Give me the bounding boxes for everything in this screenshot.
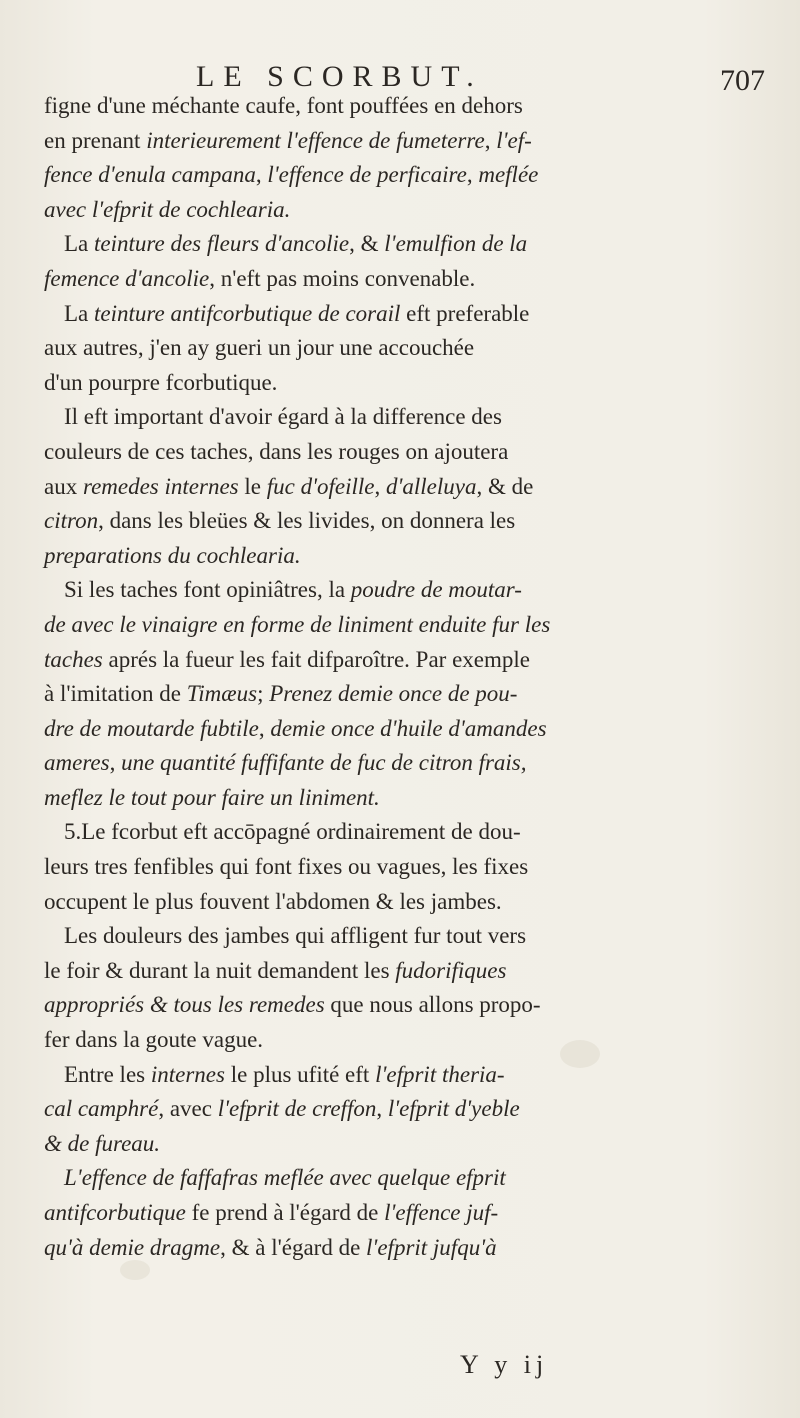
- italic-text: remedes internes: [82, 473, 239, 499]
- italic-text: L'effence de faffafras meflée avec quelque efprit: [64, 1165, 506, 1191]
- roman-text: ,: [258, 715, 271, 741]
- text-line: [44, 470, 770, 505]
- roman-text: aprés la fueur les fait difparoître. Par exemple: [102, 646, 530, 672]
- roman-text: en prenant: [44, 127, 147, 153]
- italic-text: ameres: [44, 750, 110, 776]
- italic-text: l'emulfion de la: [384, 231, 528, 257]
- text-line: [44, 1161, 770, 1196]
- text-line: [44, 297, 770, 332]
- roman-text: La: [64, 300, 95, 326]
- roman-text: d'un pourpre fcorbutique.: [44, 369, 278, 395]
- italic-text: femence d'ancolie: [44, 265, 210, 291]
- running-title: LE SCORBUT.: [196, 60, 483, 93]
- text-line: [44, 1023, 770, 1058]
- italic-text: l'efprit d'yeble: [387, 1096, 520, 1122]
- text-line: [44, 919, 770, 954]
- text-line: [44, 262, 770, 297]
- text-line: [44, 539, 770, 574]
- text-line: [44, 1058, 770, 1093]
- text-line: [44, 712, 770, 747]
- italic-text: cal camphré: [44, 1096, 159, 1122]
- roman-text: leurs tres fenfibles qui font fixes ou vagues, les fixes: [44, 854, 529, 880]
- roman-text: le foir & durant la nuit demandent les: [44, 957, 396, 983]
- italic-text: preparations du cochlearia.: [44, 542, 301, 568]
- roman-text: aux: [44, 473, 83, 499]
- italic-text: teinture antifcorbutique de corail: [94, 300, 401, 326]
- italic-text: interieurement l'effence de fumeterre: [146, 127, 485, 153]
- italic-text: taches: [44, 646, 103, 672]
- roman-text: ,: [376, 1096, 388, 1122]
- italic-text: dre de moutarde fubtile: [44, 715, 259, 741]
- roman-text: à l'imitation de: [44, 681, 187, 707]
- roman-text: ,: [484, 127, 497, 153]
- text-line: [44, 608, 770, 643]
- roman-text: ,: [109, 750, 122, 776]
- roman-text: ,: [466, 162, 479, 188]
- roman-text: , n'eft pas moins convenable.: [209, 265, 476, 291]
- text-line: [44, 850, 770, 885]
- roman-text: , & de: [476, 473, 534, 499]
- roman-text: , & à l'égard de: [220, 1234, 367, 1260]
- text-line: [44, 124, 770, 159]
- italic-text: l'effence juf-: [384, 1200, 499, 1225]
- italic-text: l'effence de perficaire: [267, 162, 467, 188]
- text-line: [44, 677, 770, 712]
- text-line: [44, 89, 770, 124]
- roman-text: fer dans la goute vague.: [44, 1027, 264, 1053]
- italic-text: fence d'enula campana: [44, 162, 256, 188]
- italic-text: meflez le tout pour faire un liniment.: [44, 784, 380, 810]
- italic-text: Timæus: [186, 681, 258, 707]
- roman-text: Si les taches font opiniâtres, la: [64, 577, 351, 603]
- roman-text: le: [238, 473, 267, 499]
- roman-text: eft preferable: [400, 300, 530, 326]
- italic-text: une quantité fuffifante de fuc de citron frais,: [121, 750, 527, 776]
- text-line: [44, 1092, 770, 1127]
- italic-text: l'efprit jufqu'à: [366, 1234, 497, 1260]
- roman-text: Les douleurs des jambes qui affligent fur tout vers: [64, 923, 527, 949]
- roman-text: , dans les bleües & les livides, on donnera les: [98, 508, 516, 534]
- italic-text: fuc d'ofeille: [266, 473, 375, 499]
- italic-text: internes: [150, 1061, 225, 1087]
- text-line: [44, 988, 770, 1023]
- text-line: [44, 781, 770, 816]
- italic-text: de avec le vinaigre en forme de liniment enduite fur les: [44, 611, 551, 637]
- text-line: [44, 504, 770, 539]
- roman-text: ,: [374, 473, 386, 499]
- roman-text: figne d'une méchante caufe, font pouffées en dehors: [44, 93, 523, 118]
- text-line: [44, 193, 770, 228]
- roman-text: Il eft important d'avoir égard à la difference des: [64, 404, 502, 430]
- roman-text: , avec: [158, 1096, 218, 1122]
- text-line: [44, 158, 770, 193]
- italic-text: d'alleluya: [385, 473, 477, 499]
- text-line: [44, 643, 770, 678]
- text-line: [44, 366, 770, 401]
- roman-text: fe prend à l'égard de: [185, 1200, 385, 1225]
- italic-text: l'efprit theria-: [375, 1061, 505, 1087]
- italic-text: appropriés & tous les remedes: [44, 992, 325, 1018]
- italic-text: citron: [44, 508, 99, 534]
- page-number: 707: [720, 64, 765, 97]
- text-line: [44, 1231, 770, 1266]
- roman-text: , &: [349, 231, 385, 257]
- italic-text: l'ef-: [496, 127, 532, 153]
- text-line: [44, 1127, 770, 1162]
- roman-text: aux autres, j'en ay gueri un jour une accouchée: [44, 335, 475, 361]
- body-text: [44, 89, 770, 1265]
- italic-text: avec l'efprit de cochlearia.: [44, 196, 291, 222]
- signature-mark: Y y ij: [460, 1350, 549, 1379]
- italic-text: demie once d'huile d'amandes: [270, 715, 547, 741]
- roman-text: La: [64, 231, 95, 257]
- italic-text: fudorifiques: [395, 957, 507, 983]
- roman-text: occupent le plus fouvent l'abdomen & les jambes.: [44, 888, 502, 914]
- text-line: [44, 573, 770, 608]
- italic-text: qu'à demie dragme: [44, 1234, 221, 1260]
- roman-text: couleurs de ces taches, dans les rouges on ajoutera: [44, 438, 509, 464]
- roman-text: que nous allons propo-: [324, 992, 541, 1018]
- roman-text: le plus ufité eft: [224, 1061, 376, 1087]
- text-line: [44, 746, 770, 781]
- italic-text: meflée: [478, 162, 539, 188]
- italic-text: & de fureau.: [44, 1130, 161, 1156]
- roman-text: ;: [257, 681, 270, 707]
- roman-text: Entre les: [64, 1061, 151, 1087]
- italic-text: l'efprit de creffon: [217, 1096, 377, 1122]
- text-line: [44, 400, 770, 435]
- italic-text: teinture des fleurs d'ancolie: [94, 231, 350, 257]
- italic-text: antifcorbutique: [44, 1200, 186, 1225]
- text-line: [44, 815, 770, 850]
- text-line: [44, 331, 770, 366]
- text-line: [44, 885, 770, 920]
- text-line: [44, 954, 770, 989]
- italic-text: poudre de moutar-: [350, 577, 522, 603]
- text-line: [44, 1196, 770, 1231]
- roman-text: 5.Le fcorbut eft accōpagné ordinairement de dou-: [64, 819, 521, 845]
- italic-text: Prenez demie once de pou-: [269, 681, 518, 707]
- text-line: [44, 227, 770, 262]
- roman-text: ,: [255, 162, 268, 188]
- text-line: [44, 435, 770, 470]
